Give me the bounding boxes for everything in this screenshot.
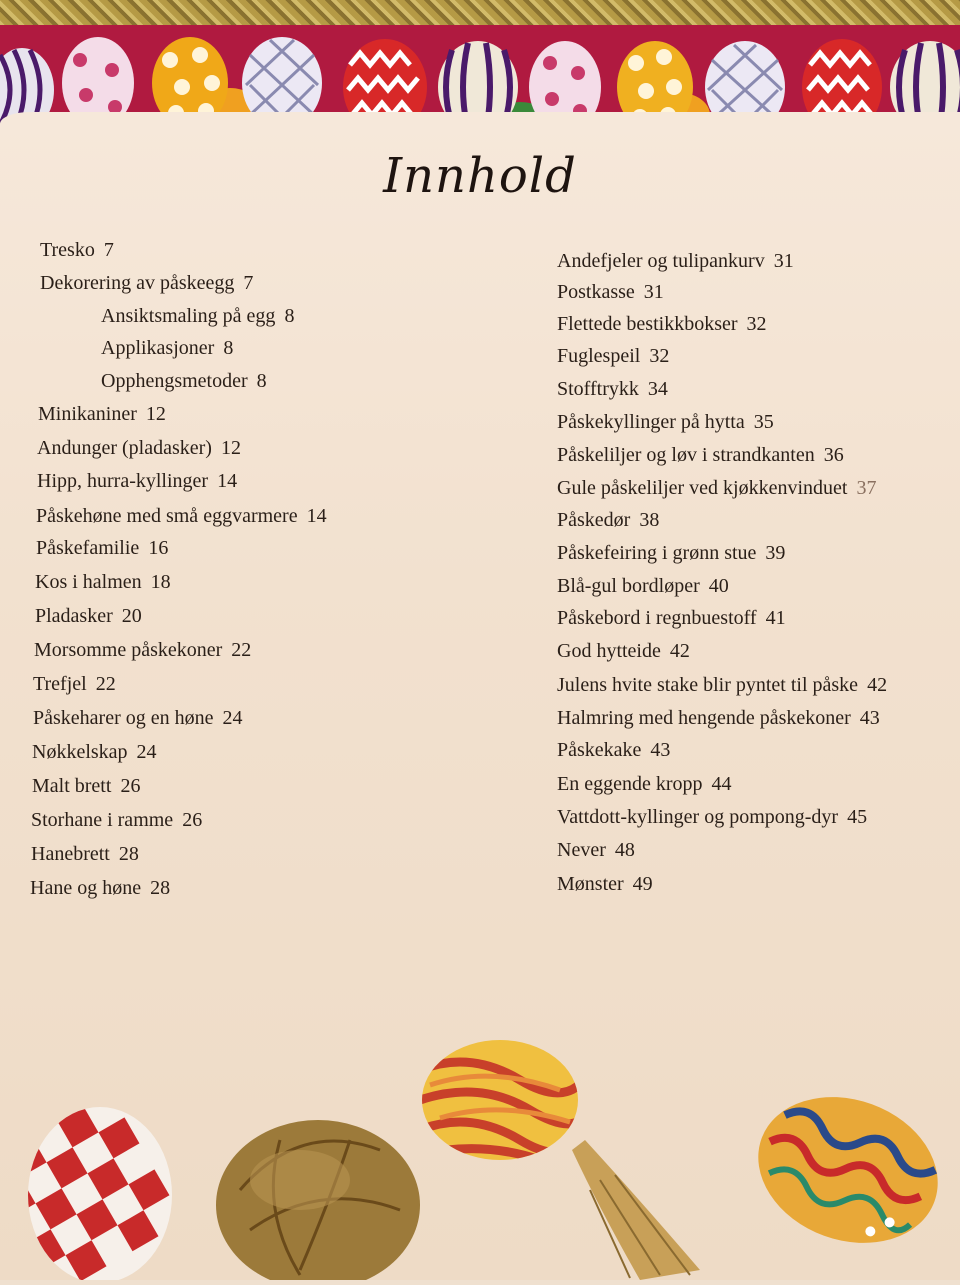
toc-entry-title: Stofftrykk [557,378,639,400]
toc-entry-page: 16 [148,537,169,559]
toc-entry-title: Andefjeler og tulipankurv [557,250,765,272]
toc-entry-title: Morsomme påskekoner [34,639,223,661]
toc-entry-page: 40 [708,575,729,597]
toc-entry-title: Påskeharer og en høne [33,707,214,729]
toc-entry-page: 12 [220,437,241,459]
toc-entry-title: Påskefeiring i grønn stue [557,542,757,564]
toc-entry [557,638,690,664]
toc-entry-page: 34 [647,378,668,400]
toc-entry [557,573,729,599]
toc-entry-title: Fuglespeil [557,345,641,367]
toc-entry-page: 28 [150,877,171,899]
toc-entry-title: Ansiktsmaling på egg [101,305,276,327]
toc-entry-title: Gule påskeliljer ved kjøkkenvinduet [557,477,848,499]
toc-entry-page: 42 [669,640,690,662]
toc-entry-page: 32 [649,345,670,367]
toc-entry-page: 31 [773,250,794,272]
toc-entry-title: Dekorering av påskeegg [40,272,235,294]
toc-entry-title: Malt brett [32,775,112,797]
toc-entry-page: 26 [120,775,141,797]
toc-entry [557,672,887,698]
toc-entry-page: 28 [118,843,139,865]
toc-entry [557,837,635,863]
toc-entry-title: Påskekyllinger på hytta [557,411,745,433]
toc-entry [557,279,664,305]
toc-entry-page: 26 [182,809,203,831]
toc-entry-page: 8 [256,370,267,392]
toc-entry [557,540,785,566]
toc-entry [557,376,668,402]
patterned-egg [738,1073,959,1267]
toc-entry-title: Hanebrett [31,843,110,865]
toc-entry-title: Julens hvite stake blir pyntet til påske [557,674,859,696]
toc-entry-title: Hane og høne [30,877,142,899]
toc-entry-page: 43 [859,707,880,729]
toc-entry-title: Opphengsmetoder [101,370,248,392]
page-title: Innhold [383,148,577,204]
toc-entry [557,248,794,274]
toc-entry-page: 14 [306,505,327,527]
toc-entry-title: Flettede bestikkbokser [557,313,738,335]
toc-entry [557,605,786,631]
toc-entry-title: Tresko [40,239,95,261]
toc-entry-page: 32 [746,313,767,335]
toc-entry [557,475,876,501]
toc-entry-title: En eggende kropp [557,773,703,795]
toc-entry [557,311,767,337]
toc-entry [557,871,653,897]
toc-entry-title: Applikasjoner [101,337,215,359]
toc-entry-page: 8 [223,337,234,359]
toc-entry-page: 8 [284,305,295,327]
toc-entry-page: 24 [222,707,243,729]
toc-entry-page: 12 [145,403,166,425]
toc-entry-title: God hytteide [557,640,661,662]
toc-entry-title: Nøkkelskap [32,741,128,763]
toc-entry-title: Hipp, hurra-kyllinger [37,470,209,492]
toc-entry-title: Trefjel [33,673,87,695]
toc-entry-title: Storhane i ramme [31,809,174,831]
toc-entry-title: Påskedør [557,509,631,531]
toc-entry-title: Påskeliljer og løv i strandkanten [557,444,815,466]
toc-entry-title: Påskebord i regnbuestoff [557,607,757,629]
toc-entry-page: 37 [856,477,877,499]
toc-entry-page: 14 [217,470,238,492]
toc-entry-page: 42 [867,674,888,696]
toc-entry-page: 22 [231,639,252,661]
toc-entry [557,737,670,763]
toc-entry-page: 31 [643,281,664,303]
toc-entry-page: 39 [765,542,786,564]
toc-entry-page: 24 [136,741,157,763]
toc-entry [557,507,659,533]
toc-entry [557,343,669,369]
toc-entry [557,442,844,468]
toc-entry-title: Påskehøne med små eggvarmere [36,505,298,527]
toc-entry-page: 22 [95,673,116,695]
toc-entry-page: 43 [650,739,671,761]
toc-entry-page: 35 [753,411,774,433]
toc-entry-title: Vattdott-kyllinger og pompong-dyr [557,806,839,828]
toc-entry-page: 20 [121,605,142,627]
decorative-eggs-illustration [0,1030,960,1280]
toc-entry-title: Never [557,839,606,861]
toc-entry-title: Pladasker [35,605,113,627]
toc-entry-page: 36 [823,444,844,466]
toc-entry-title: Andunger (pladasker) [37,437,212,459]
toc-entry-title: Minikaniner [38,403,137,425]
marbled-egg [420,1040,700,1280]
toc-entry [557,705,880,731]
toc-entry-page: 45 [847,806,868,828]
toc-entry [557,409,774,435]
toc-entry-page: 44 [711,773,732,795]
leaf-egg [216,1120,420,1280]
toc-entry-title: Postkasse [557,281,635,303]
toc-entry [557,771,732,797]
toc-entry [557,804,867,830]
toc-entry-page: 7 [103,239,114,261]
toc-entry-page: 48 [614,839,635,861]
checkered-egg [0,1091,190,1280]
toc-entry-page: 41 [765,607,786,629]
toc-entry-title: Kos i halmen [35,571,142,593]
toc-entry-title: Mønster [557,873,624,895]
toc-entry-page: 49 [632,873,653,895]
toc-entry-page: 18 [150,571,171,593]
toc-entry-title: Påskekake [557,739,642,761]
toc-entry-title: Påskefamilie [36,537,140,559]
toc-entry-title: Halmring med hengende påskekoner [557,707,851,729]
toc-entry-title: Blå-gul bordløper [557,575,700,597]
toc-entry-page: 7 [243,272,254,294]
toc-entry-page: 38 [639,509,660,531]
